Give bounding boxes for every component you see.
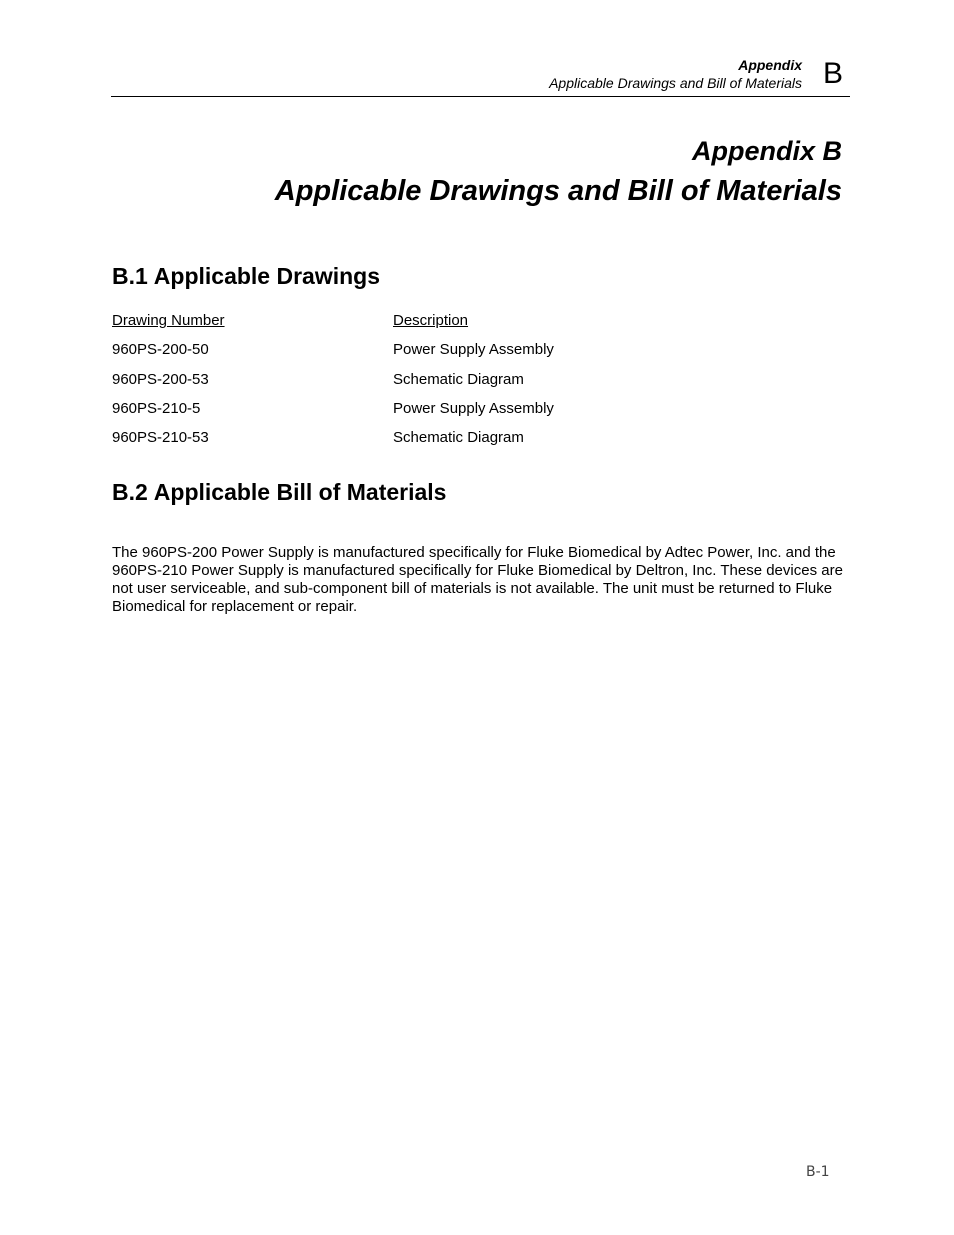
description-cell: Power Supply Assembly [393,399,554,417]
description-cell: Schematic Diagram [393,370,524,388]
running-header [111,52,850,97]
description-cell: Power Supply Assembly [393,341,554,359]
section-title: Applicable Bill of Materials [153,479,447,505]
page-title-appendix: Appendix B [691,136,842,166]
section-heading-b1 [112,261,380,291]
section-title: Applicable Drawings [153,263,381,289]
body-paragraph: The 960PS-200 Power Supply is manufactured specifically for Fluke Biomedical by Adtec Power, Inc. and the 960PS-210 Power Supply is manufactured specifically for Fluke Biomedical by Deltron, Inc. These devices are not user serviceable, and sub-component bill of materials is not available. The unit must be returned to Fluke Biomedical for replacement or repair. [112,544,843,615]
appendix-letter: B [822,57,843,90]
running-header-label: Appendix [738,57,802,73]
drawing-number-cell: 960PS-210-5 [112,399,201,417]
running-header-text [549,56,802,92]
page-title-main: Applicable Drawings and Bill of Materials [274,175,842,207]
section-heading-b2 [112,477,446,507]
section-number: B.1 [112,263,148,289]
drawing-number-cell: 960PS-200-50 [112,341,209,359]
description-cell: Schematic Diagram [393,429,524,447]
column-header-drawing-number: Drawing Number [112,312,225,329]
drawing-number-cell: 960PS-210-53 [112,429,209,447]
section-number: B.2 [112,479,148,505]
page-title [275,134,842,214]
page-number: B-1 [806,1164,830,1180]
drawing-number-cell: 960PS-200-53 [112,370,209,388]
column-header-description: Description [393,312,469,329]
running-header-subtitle: Applicable Drawings and Bill of Materials [549,75,802,91]
